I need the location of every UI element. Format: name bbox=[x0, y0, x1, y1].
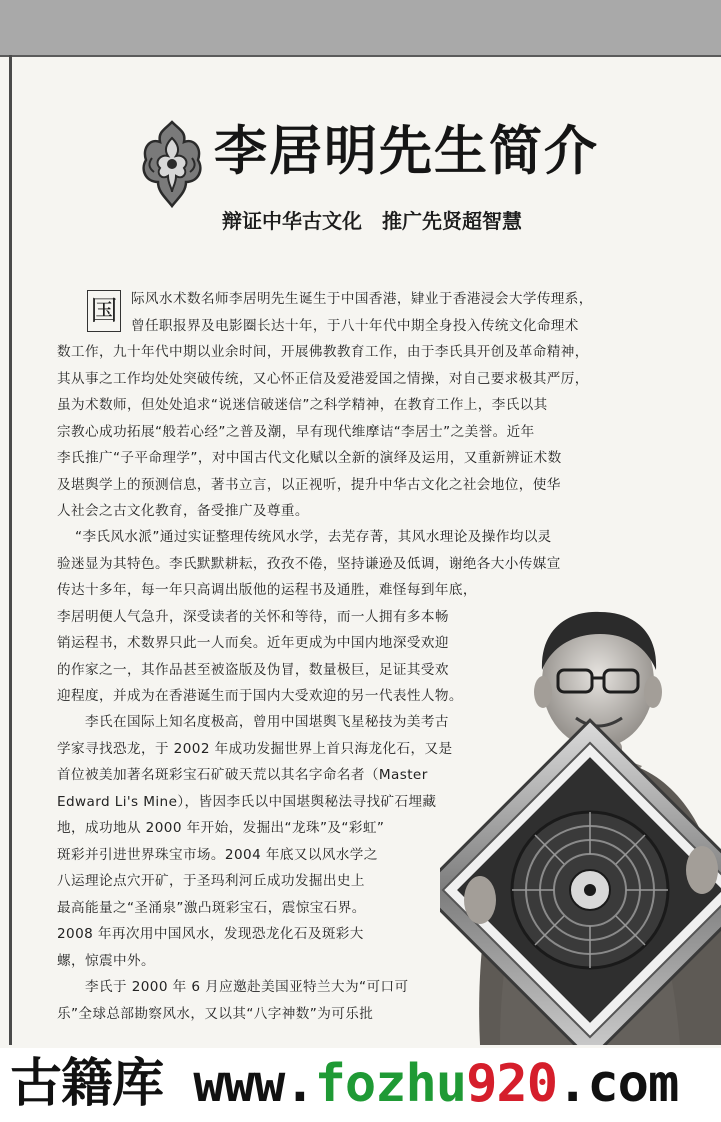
text-line: 李居明便人气急升，深受读者的关怀和等待，而一人拥有多本畅 bbox=[57, 608, 449, 625]
text-line: 宗教心成功拓展“般若心经”之普及潮，早有现代维摩诘“李居士”之美誉。近年 bbox=[57, 423, 535, 440]
text-line: 的作家之一，其作品甚至被盗版及伪冒，数量极巨，足证其受欢 bbox=[57, 661, 449, 678]
page-title: 李居明先生简介 bbox=[214, 121, 599, 182]
text-line: 验迷显为其特色。李氏默默耕耘，孜孜不倦，坚持谦逊及低调，谢绝各大小传媒宣 bbox=[57, 555, 561, 572]
text-line: 李氏在国际上知名度极高，曾用中国堪舆飞星秘技为美考古 bbox=[85, 714, 449, 730]
text-line: 最高能量之“圣涌泉”激凸斑彩宝石，震惊宝石界。 bbox=[57, 899, 366, 916]
text-line: 人社会之古文化教育，备受推广及尊重。 bbox=[57, 503, 309, 519]
paragraph-3 bbox=[57, 709, 452, 974]
text-line: 学家寻找恐龙，于 2002 年成功发掘世界上首只海龙化石，又是 bbox=[57, 740, 453, 757]
top-gray-band bbox=[0, 0, 721, 55]
left-page-border bbox=[9, 55, 12, 1045]
text-line: 销运程书，术数界只此一人而矣。近年更成为中国内地深受欢迎 bbox=[57, 635, 449, 651]
top-rule bbox=[0, 55, 721, 57]
text-line: 首位被美加著名斑彩宝石矿破天荒以其名字命名者（Master bbox=[57, 767, 428, 783]
watermark-www: www. bbox=[193, 1054, 315, 1114]
text-line: 传达十多年，每一年只高调出版他的运程书及通胜，难怪每到年底， bbox=[57, 582, 477, 598]
text-line: 曾任职报界及电影圈长达十年，于八十年代中期全身投入传统文化命理术 bbox=[131, 317, 579, 334]
text-line: 及堪舆学上的预测信息，著书立言，以正视听，提升中华古文化之社会地位，使华 bbox=[57, 476, 561, 493]
text-line: 其从事之工作均处处突破传统，又心怀正信及爱港爱国之情操，对自己要求极其严厉， bbox=[57, 370, 589, 387]
text-line: 地，成功地从 2000 年开始，发掘出“龙珠”及“彩虹” bbox=[57, 820, 385, 836]
text-line: 乐”全球总部勘察风水，又以其“八字神数”为可乐批 bbox=[57, 1005, 374, 1022]
watermark-cn: 古籍库 bbox=[10, 1054, 164, 1114]
paragraph-1 bbox=[57, 339, 589, 525]
text-line: 螺，惊震中外。 bbox=[57, 952, 155, 969]
text-line: 2008 年再次用中国风水，发现恐龙化石及斑彩大 bbox=[57, 926, 364, 942]
ruyi-ornament-icon bbox=[138, 118, 206, 210]
paragraph-1-lead bbox=[131, 286, 593, 339]
text-line: 迎程度，并成为在香港诞生而于国内大受欢迎的另一代表性人物。 bbox=[57, 688, 463, 704]
page-subtitle: 辩证中华古文化 推广先贤超智慧 bbox=[222, 209, 522, 233]
watermark-text bbox=[10, 1048, 678, 1120]
text-line: “李氏风水派”通过实证整理传统风水学，去芜存菁，其风水理论及操作均以灵 bbox=[75, 529, 552, 545]
text-line: Edward Li's Mine），皆因李氏以中国堪舆秘法寻找矿石埋藏 bbox=[57, 793, 437, 810]
text-line: 际风水术数名师李居明先生诞生于中国香港，肄业于香港浸会大学传理系， bbox=[131, 291, 593, 307]
paragraph-4 bbox=[57, 974, 408, 1027]
watermark-tld: .com bbox=[557, 1054, 679, 1114]
text-line: 八运理论点穴开矿，于圣玛利河丘成功发掘出史上 bbox=[57, 873, 365, 889]
watermark-brand: fozhu bbox=[314, 1054, 467, 1114]
text-line: 数工作，九十年代中期以业余时间，开展佛教教育工作，由于李氏具开创及革命精神， bbox=[57, 344, 589, 360]
text-line: 虽为术数师，但处处追求“说迷信破迷信”之科学精神，在教育工作上，李氏以其 bbox=[57, 397, 548, 413]
text-line: 斑彩并引进世界珠宝市场。2004 年底又以风水学之 bbox=[57, 846, 378, 863]
author-portrait-image bbox=[440, 600, 721, 1045]
text-line: 李氏推广“子平命理学”，对中国古代文化赋以全新的演绎及运用，又重新辨证术数 bbox=[57, 450, 562, 466]
drop-cap: 国 bbox=[87, 290, 121, 332]
text-line: 李氏于 2000 年 6 月应邀赴美国亚特兰大为“可口可 bbox=[85, 979, 409, 995]
watermark-number: 920 bbox=[466, 1054, 558, 1114]
